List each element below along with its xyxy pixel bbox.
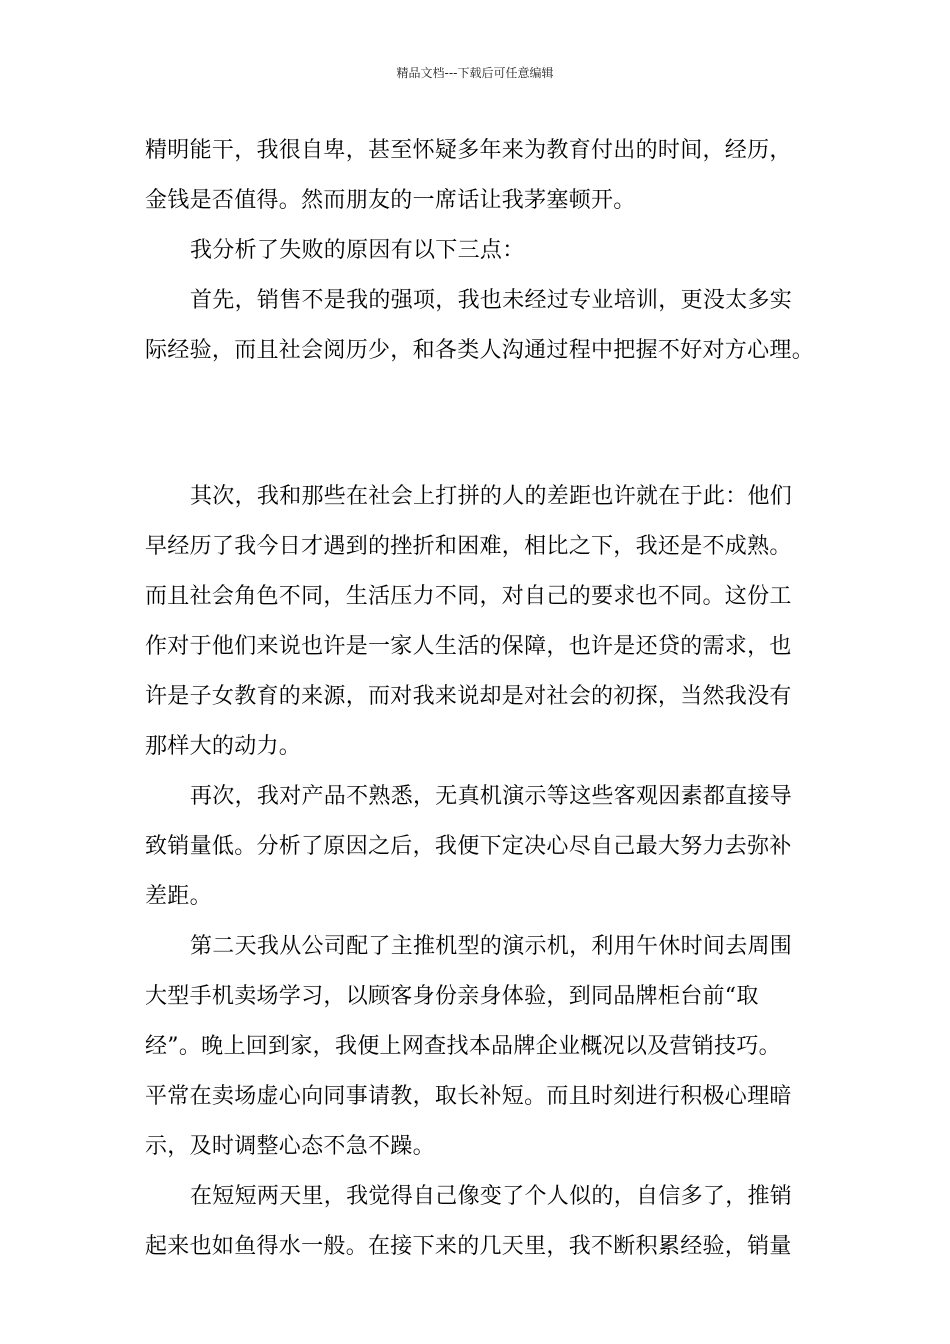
paragraph-start-line: 再次，我对产品不熟悉，无真机演示等这些客观因素都直接导 bbox=[190, 784, 793, 809]
text-line: 际经验，而且社会阅历少，和各类人沟通过程中把握不好对方心理。 bbox=[145, 338, 815, 363]
text-line: 大型手机卖场学习，以顾客身份亲身体验，到同品牌柜台前“取 bbox=[145, 984, 759, 1009]
paragraph-start-line: 首先，销售不是我的强项，我也未经过专业培训，更没太多实 bbox=[190, 288, 793, 313]
page-header: 精品文档---下载后可任意编辑 bbox=[396, 66, 554, 80]
text-line: 差距。 bbox=[145, 884, 212, 909]
paragraph-start-line: 第二天我从公司配了主推机型的演示机，利用午休时间去周围 bbox=[190, 934, 793, 959]
paragraph-start-line: 我分析了失败的原因有以下三点： bbox=[190, 238, 525, 263]
text-line: 致销量低。分析了原因之后，我便下定决心尽自己最大努力去弥补 bbox=[145, 834, 792, 859]
paragraph-start-line: 其次，我和那些在社会上打拼的人的差距也许就在于此：他们 bbox=[190, 484, 793, 509]
text-line: 金钱是否值得。然而朋友的一席话让我茅塞顿开。 bbox=[145, 188, 636, 213]
text-line: 精明能干，我很自卑，甚至怀疑多年来为教育付出的时间，经历， bbox=[145, 138, 792, 163]
text-line: 起来也如鱼得水一般。在接下来的几天里，我不断积累经验，销量 bbox=[145, 1234, 792, 1259]
text-line: 平常在卖场虚心向同事请教，取长补短。而且时刻进行积极心理暗 bbox=[145, 1084, 792, 1109]
text-line: 作对于他们来说也许是一家人生活的保障，也许是还贷的需求，也 bbox=[145, 634, 792, 659]
text-line: 示，及时调整心态不急不躁。 bbox=[145, 1134, 435, 1159]
text-line: 经”。晚上回到家，我便上网查找本品牌企业概况以及营销技巧。 bbox=[145, 1034, 781, 1059]
paragraph-gap bbox=[145, 382, 810, 478]
text-line: 而且社会角色不同，生活压力不同，对自己的要求也不同。这份工 bbox=[145, 584, 792, 609]
text-line: 那样大的动力。 bbox=[145, 734, 302, 759]
text-line: 早经历了我今日才遇到的挫折和困难，相比之下，我还是不成熟。 bbox=[145, 534, 792, 559]
document-body bbox=[145, 132, 815, 1278]
paragraph-start-line: 在短短两天里，我觉得自己像变了个人似的，自信多了，推销 bbox=[190, 1184, 793, 1209]
text-line: 许是子女教育的来源，而对我来说却是对社会的初探，当然我没有 bbox=[145, 684, 792, 709]
